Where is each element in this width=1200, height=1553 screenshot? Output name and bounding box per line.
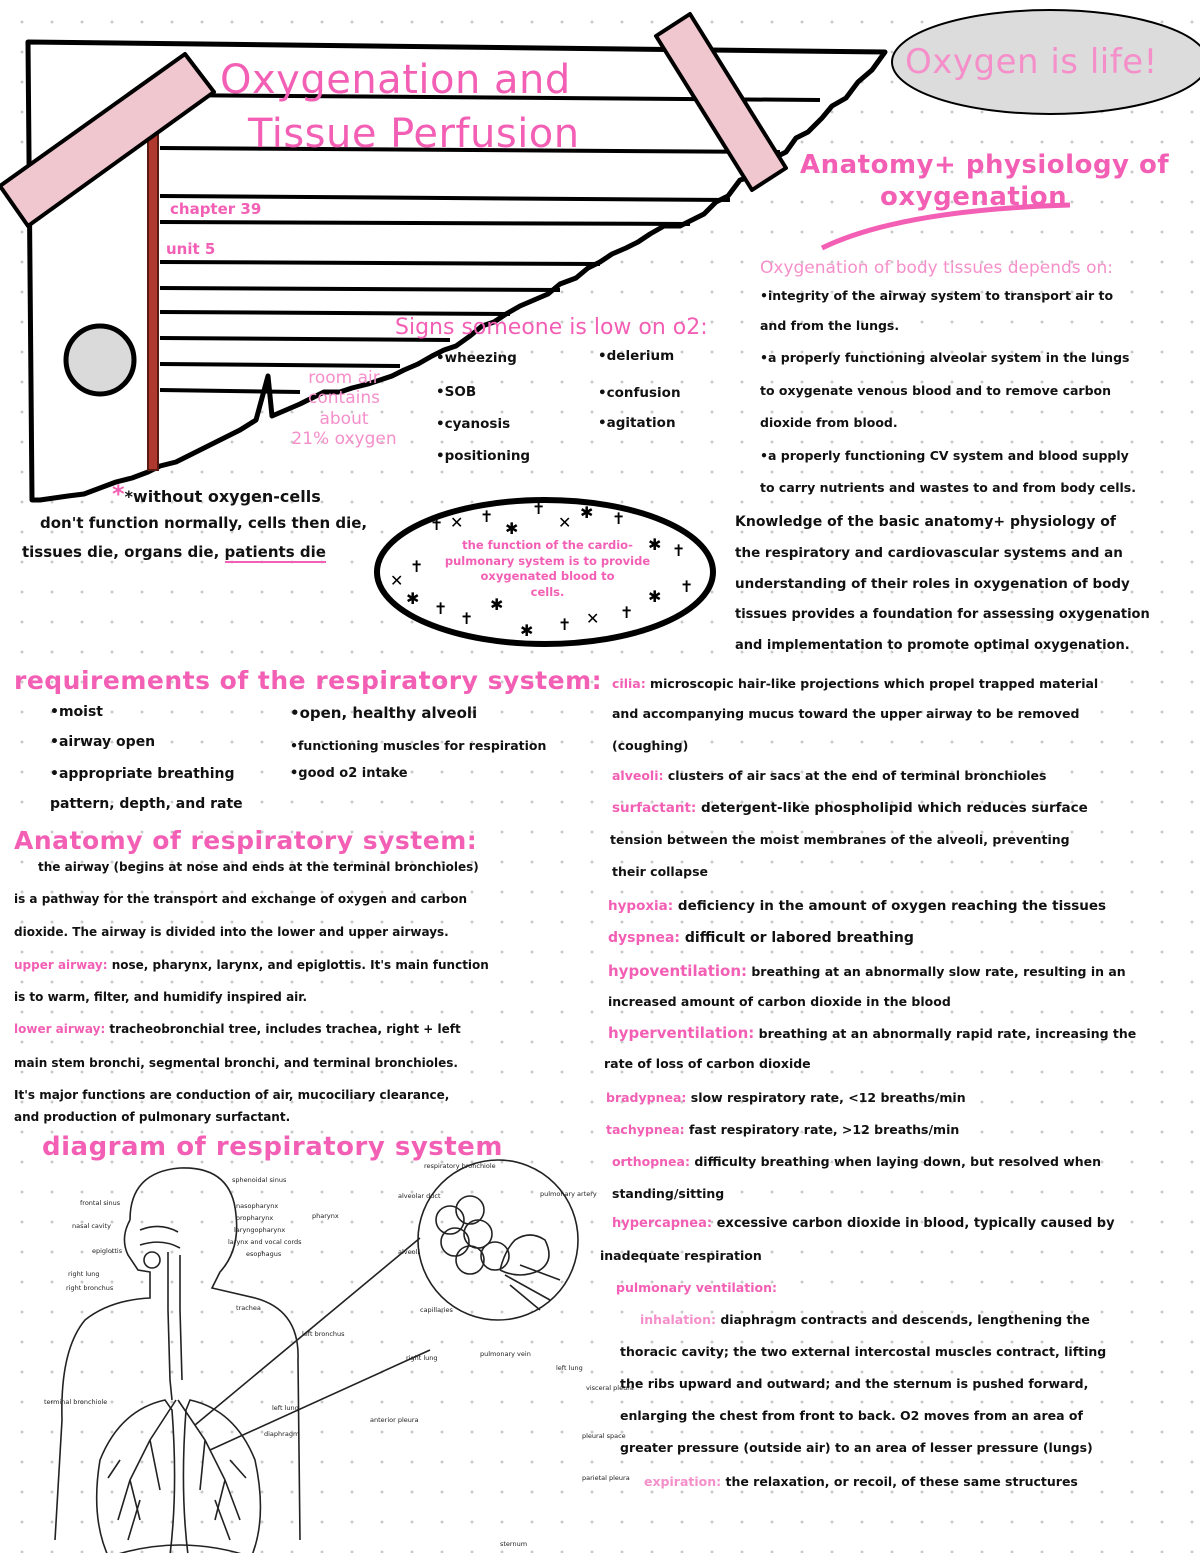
hypoventilation-line2: increased amount of carbon dioxide in the blood <box>608 994 951 1009</box>
svg-text:✱: ✱ <box>580 503 594 522</box>
inhalation-line3: the ribs upward and outward; and the sternum is pushed forward, <box>620 1376 1089 1391</box>
knowledge-line3: understanding of their roles in oxygenation of body <box>735 576 1130 592</box>
hypoventilation-term: hypoventilation: <box>608 962 747 980</box>
unit-label: unit 5 <box>166 240 216 258</box>
req-item: •appropriate breathing <box>50 766 235 782</box>
hypercapnea-term: hypercapnea: <box>612 1216 713 1231</box>
without-oxygen-line3a: tissues die, organs die, <box>22 543 225 561</box>
ar-line3: dioxide. The airway is divided into the lower and upper airways. <box>14 925 449 939</box>
knowledge-line5: and implementation to promote optimal oxygenation. <box>735 638 1130 653</box>
orthopnea-term: orthopnea: <box>612 1154 690 1169</box>
oval-note-line4: cells. <box>530 584 565 599</box>
lbl-capillaries: capillaries <box>420 1306 453 1314</box>
svg-text:✝: ✝ <box>620 603 634 622</box>
surfactant-term: surfactant: <box>612 800 697 816</box>
room-air-line1: room air <box>308 368 380 388</box>
svg-text:✱: ✱ <box>648 587 662 606</box>
svg-text:✝: ✝ <box>480 507 494 526</box>
alveoli-term: alveoli: <box>612 768 664 783</box>
svg-text:✝: ✝ <box>672 541 686 560</box>
hypercapnea-def: excessive carbon dioxide in blood, typically caused by <box>712 1216 1115 1231</box>
ap-bullet1-line1: •integrity of the airway system to transport air to <box>760 288 1114 303</box>
signs-item: •SOB <box>436 384 477 400</box>
oval-note-line3: oxygenated blood to <box>480 569 615 584</box>
ar-upper <box>14 958 489 972</box>
oxygen-badge: Oxygen is life! <box>905 42 1158 82</box>
bradypnea-def: slow respiratory rate, <12 breaths/min <box>686 1090 966 1105</box>
def-orthopnea <box>612 1154 1101 1169</box>
svg-text:✝: ✝ <box>410 557 424 576</box>
signs-item: •delerium <box>598 348 675 364</box>
def-alveoli <box>612 768 1046 783</box>
tachypnea-term: tachypnea: <box>606 1122 685 1137</box>
inhalation-term: inhalation: <box>640 1312 716 1327</box>
lbl-alveolar-duct: alveolar duct <box>398 1192 441 1200</box>
ar-line1: the airway (begins at nose and ends at the terminal bronchioles) <box>38 860 479 874</box>
alveoli-def: clusters of air sacs at the end of terminal bronchioles <box>663 768 1047 783</box>
lbl-larynx: larynx and vocal cords <box>228 1238 302 1246</box>
lbl-left-bronchus: left bronchus <box>302 1330 345 1338</box>
lbl-pulm-vein: pulmonary vein <box>480 1350 531 1358</box>
signs-item: •cyanosis <box>436 416 511 432</box>
def-hypoxia <box>608 898 1106 914</box>
lbl-parietal: parietal pleura <box>582 1474 630 1482</box>
def-inhalation <box>640 1312 1090 1327</box>
def-expiration <box>644 1474 1078 1489</box>
pulmonary-ventilation-heading: pulmonary ventilation: <box>616 1280 777 1295</box>
def-hyperventilation <box>608 1024 1136 1042</box>
req-item: •moist <box>50 704 103 720</box>
hyperventilation-def: breathing at an abnormally rapid rate, increasing the <box>754 1026 1137 1041</box>
lbl-left-lung: left lung <box>272 1404 299 1412</box>
req-item: •good o2 intake <box>290 766 408 781</box>
svg-text:✝: ✝ <box>558 615 572 634</box>
svg-text:✕: ✕ <box>558 513 572 532</box>
def-hypoventilation <box>608 962 1126 980</box>
lbl-right-bronchus: right bronchus <box>66 1284 114 1292</box>
lbl-visceral: visceral pleura <box>586 1384 634 1392</box>
ap-bullet1-line2: and from the lungs. <box>760 318 900 333</box>
svg-text:✝: ✝ <box>612 509 626 528</box>
cilia-def: microscopic hair-like projections which propel trapped material <box>645 676 1099 691</box>
dyspnea-def: difficult or labored breathing <box>680 930 914 946</box>
lbl-resp-bronchiole: respiratory bronchiole <box>424 1162 496 1170</box>
inhalation-line4: enlarging the chest from front to back. O2 moves from an area of <box>620 1408 1083 1423</box>
lbl-pleural-space: pleural space <box>582 1432 626 1440</box>
req-item: pattern, depth, and rate <box>50 796 243 812</box>
without-oxygen-text: *without oxygen-cells <box>124 487 321 506</box>
svg-text:✕: ✕ <box>450 513 464 532</box>
ar-line7: main stem bronchi, segmental bronchi, and terminal bronchioles. <box>14 1056 458 1070</box>
signs-item: •confusion <box>598 385 681 401</box>
signs-heading: Signs someone is low on o2: <box>395 315 708 340</box>
diagram-heading: diagram of respiratory system <box>42 1132 503 1162</box>
oval-note-line1: the function of the cardio- <box>462 538 633 552</box>
ap-bullet3-line1: •a properly functioning CV system and blood supply <box>760 448 1129 463</box>
req-item: •open, healthy alveoli <box>290 704 478 722</box>
requirements-heading: requirements of the respiratory system: <box>14 666 603 695</box>
inhalation-line2: thoracic cavity; the two external intercostal muscles contract, lifting <box>620 1344 1107 1359</box>
lbl-trachea: trachea <box>236 1304 261 1312</box>
hypercapnea-line2: inadequate respiration <box>600 1248 762 1263</box>
lbl-esophagus: esophagus <box>246 1250 282 1258</box>
hypoventilation-def: breathing at an abnormally slow rate, resulting in an <box>747 964 1126 979</box>
ap-bullet2-line2: to oxygenate venous blood and to remove carbon <box>760 383 1112 398</box>
ar-line8: It's major functions are conduction of air, mucociliary clearance, <box>14 1088 450 1102</box>
chapter-label: chapter 39 <box>170 200 262 218</box>
lbl-alveoli: alveoli <box>398 1248 420 1256</box>
without-oxygen-line3 <box>22 543 326 561</box>
upper-airway-def: nose, pharynx, larynx, and epiglottis. It's main function <box>107 958 489 972</box>
anatomy-resp-heading: Anatomy of respiratory system: <box>14 826 478 855</box>
def-tachypnea <box>606 1122 959 1137</box>
def-cilia <box>612 676 1098 691</box>
expiration-def: the relaxation, or recoil, of these same structures <box>721 1474 1078 1489</box>
lbl-ant-pleura: anterior pleura <box>370 1416 419 1424</box>
without-oxygen-line1: **without oxygen-cells <box>112 480 321 508</box>
lbl-right-lung-2: right lung <box>406 1354 438 1362</box>
ar-lower <box>14 1022 461 1036</box>
ar-line5: is to warm, filter, and humidify inspired air. <box>14 990 308 1004</box>
depends-title: Oxygenation of body tissues depends on: <box>760 258 1113 278</box>
oval-note-line2: pulmonary system is to provide <box>444 553 651 568</box>
hypoxia-def: deficiency in the amount of oxygen reaching the tissues <box>673 898 1107 914</box>
req-item: •airway open <box>50 734 156 750</box>
lbl-epiglottis: epiglottis <box>92 1247 123 1255</box>
ap-bullet2-line1: •a properly functioning alveolar system in the lungs <box>760 350 1130 365</box>
knowledge-line4: tissues provides a foundation for assessing oxygenation <box>735 607 1150 622</box>
knowledge-line1: Knowledge of the basic anatomy+ physiology of <box>735 514 1116 530</box>
anatomy-physiology-heading-1: Anatomy+ physiology of <box>800 150 1170 180</box>
svg-text:✝: ✝ <box>532 499 546 518</box>
signs-item: •wheezing <box>436 350 517 366</box>
lbl-right-lung: right lung <box>68 1270 100 1278</box>
surfactant-line2: tension between the moist membranes of the alveoli, preventing <box>610 832 1070 847</box>
svg-text:✝: ✝ <box>680 577 694 596</box>
inhalation-def: diaphragm contracts and descends, lengthening the <box>715 1312 1090 1327</box>
lbl-oropharynx: oropharynx <box>236 1214 274 1222</box>
lbl-pulmonary-artery: pulmonary artery <box>540 1190 597 1198</box>
lower-airway-term: lower airway: <box>14 1022 106 1036</box>
cilia-line3: (coughing) <box>612 738 689 753</box>
oval-note <box>435 538 660 600</box>
dyspnea-term: dyspnea: <box>608 930 681 946</box>
upper-airway-term: upper airway: <box>14 958 108 972</box>
orthopnea-def: difficulty breathing when laying down, but resolved when <box>689 1154 1102 1169</box>
expiration-term: expiration: <box>644 1474 722 1489</box>
patients-die: patients die <box>224 543 326 561</box>
tachypnea-def: fast respiratory rate, >12 breaths/min <box>684 1122 960 1137</box>
lower-airway-def: tracheobronchial tree, includes trachea, right + left <box>105 1022 461 1036</box>
cilia-term: cilia: <box>612 676 646 691</box>
ap-bullet2-line3: dioxide from blood. <box>760 415 898 430</box>
surfactant-line3: their collapse <box>612 864 709 879</box>
lbl-sphenoidal: sphenoidal sinus <box>232 1176 287 1184</box>
lbl-left-lung-2: left lung <box>556 1364 583 1372</box>
svg-text:✱: ✱ <box>490 595 504 614</box>
svg-text:✱: ✱ <box>648 535 662 554</box>
signs-item: •positioning <box>436 448 531 464</box>
title-line1: Oxygenation and <box>220 57 571 103</box>
svg-text:✕: ✕ <box>586 609 600 628</box>
room-air-line2: contains about <box>308 388 380 429</box>
lbl-terminal-bronchiole: terminal bronchiole <box>44 1398 108 1406</box>
without-oxygen-line2: don't function normally, cells then die, <box>40 514 368 532</box>
svg-text:✱: ✱ <box>505 519 519 538</box>
svg-text:✝: ✝ <box>434 599 448 618</box>
svg-text:✝: ✝ <box>430 515 444 534</box>
room-air-line3: 21% oxygen <box>291 429 397 450</box>
lbl-laryngopharynx: laryngopharynx <box>234 1226 286 1234</box>
orthopnea-line2: standing/sitting <box>612 1186 725 1201</box>
respiratory-diagram <box>0 1160 634 1553</box>
hyperventilation-term: hyperventilation: <box>608 1024 755 1042</box>
lbl-pharynx: pharynx <box>312 1212 339 1220</box>
svg-text:✱: ✱ <box>406 589 420 608</box>
room-air-note <box>282 368 406 450</box>
cilia-line2: and accompanying mucus toward the upper airway to be removed <box>612 706 1080 721</box>
req-item: •functioning muscles for respiration <box>290 738 547 753</box>
lbl-diaphragm: diaphragm <box>264 1430 300 1438</box>
svg-text:✱: ✱ <box>520 621 534 640</box>
bradypnea-term: bradypnea: <box>606 1090 687 1105</box>
inhalation-line5: greater pressure (outside air) to an area of lesser pressure (lungs) <box>620 1440 1093 1455</box>
knowledge-line2: the respiratory and cardiovascular systems and an <box>735 545 1123 561</box>
svg-text:✝: ✝ <box>460 609 474 628</box>
hypoxia-term: hypoxia: <box>608 898 674 914</box>
title-line2: Tissue Perfusion <box>248 111 580 157</box>
svg-text:✕: ✕ <box>390 571 404 590</box>
surfactant-def: detergent-like phospholipid which reduces surface <box>696 800 1088 816</box>
ar-line9: and production of pulmonary surfactant. <box>14 1110 291 1124</box>
lbl-nasopharynx: nasopharynx <box>236 1202 279 1210</box>
def-dyspnea <box>608 930 914 947</box>
def-hypercapnea <box>612 1216 1115 1232</box>
signs-item: •agitation <box>598 415 676 431</box>
lbl-frontal-sinus: frontal sinus <box>80 1199 121 1207</box>
def-surfactant <box>612 800 1088 816</box>
def-bradypnea <box>606 1090 966 1105</box>
lbl-sternum: sternum <box>500 1540 528 1548</box>
anatomy-physiology-heading-2: oxygenation <box>880 182 1068 212</box>
ar-line2: is a pathway for the transport and exchange of oxygen and carbon <box>14 892 468 906</box>
ap-bullet3-line2: to carry nutrients and wastes to and from body cells. <box>760 480 1137 495</box>
hyperventilation-line2: rate of loss of carbon dioxide <box>604 1056 811 1071</box>
lbl-nasal-cavity: nasal cavity <box>72 1222 111 1230</box>
